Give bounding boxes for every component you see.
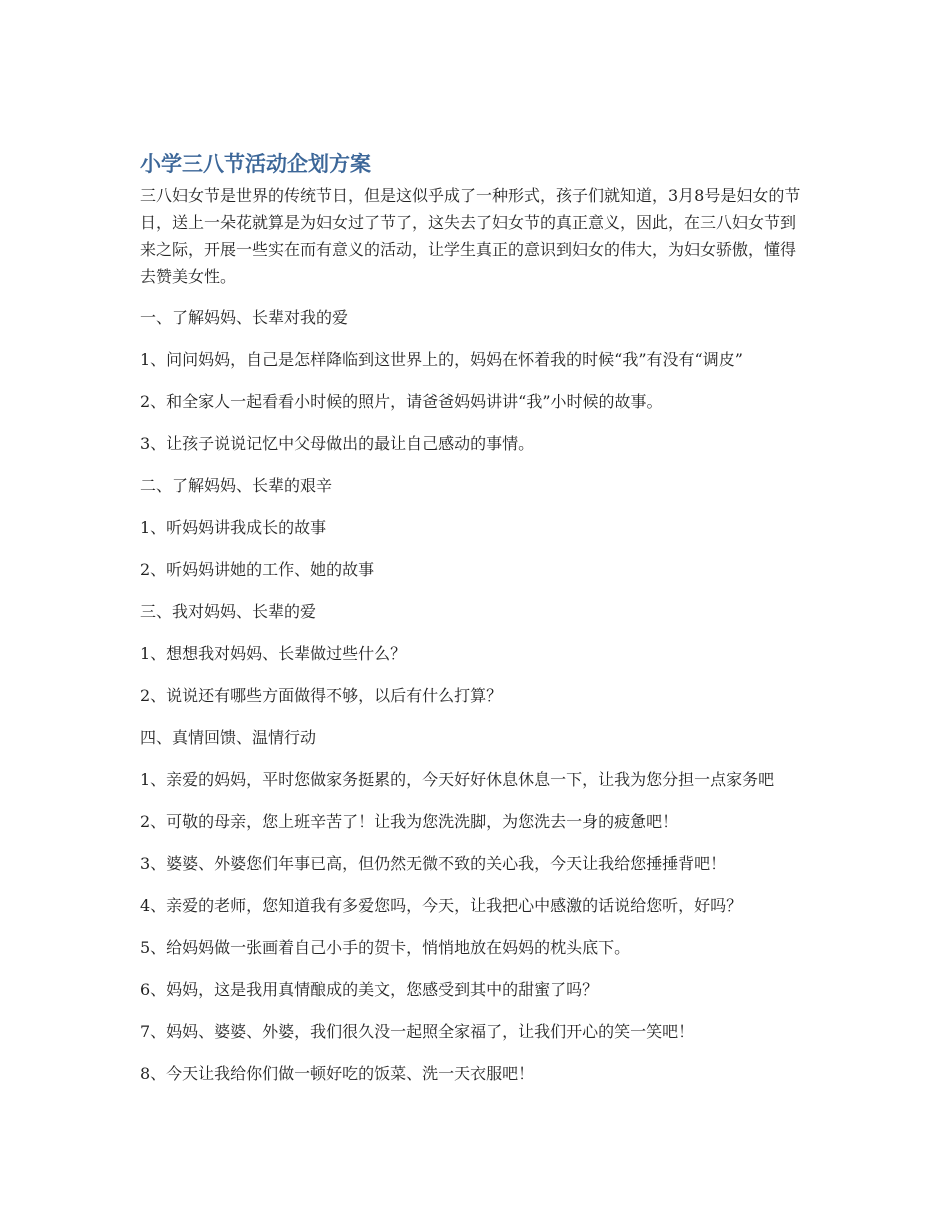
list-item: 1、亲爱的妈妈，平时您做家务挺累的，今天好好休息休息一下，让我为您分担一点家务吧 bbox=[140, 770, 775, 789]
list-item: 2、说说还有哪些方面做得不够，以后有什么打算？ bbox=[140, 686, 503, 705]
list-item: 5、给妈妈做一张画着自己小手的贺卡，悄悄地放在妈妈的枕头底下。 bbox=[140, 938, 631, 957]
list-item: 6、妈妈，这是我用真情酿成的美文，您感受到其中的甜蜜了吗？ bbox=[140, 980, 599, 999]
list-item: 2、听妈妈讲她的工作、她的故事 bbox=[140, 560, 375, 579]
list-item: 4、亲爱的老师，您知道我有多爱您吗，今天，让我把心中感激的话说给您听，好吗？ bbox=[140, 896, 743, 915]
list-item: 2、和全家人一起看看小时候的照片，请爸爸妈妈讲讲“我”小时候的故事。 bbox=[140, 392, 663, 411]
section-heading-1: 一、了解妈妈、长辈对我的爱 bbox=[140, 308, 349, 327]
section-heading-4: 四、真情回馈、温情行动 bbox=[140, 728, 317, 747]
section-heading-2: 二、了解妈妈、长辈的艰辛 bbox=[140, 476, 333, 495]
intro-paragraph: 三八妇女节是世界的传统节日，但是这似乎成了一种形式，孩子们就知道，3月8号是妇女的节日，送上一朵花就算是为妇女过了节了，这失去了妇女节的真正意义，因此，在三八妇女节到来之际，开展一些实在而有意义的活动，让学生真正的意识到妇女的伟大，为妇女骄傲，懂得去赞美女性。 bbox=[140, 186, 801, 286]
list-item: 3、婆婆、外婆您们年事已高，但仍然无微不致的关心我，今天让我给您捶捶背吧！ bbox=[140, 854, 727, 873]
list-item: 2、可敬的母亲，您上班辛苦了！让我为您洗洗脚，为您洗去一身的疲惫吧！ bbox=[140, 812, 679, 831]
document-title: 小学三八节活动企划方案 bbox=[140, 152, 371, 176]
list-item: 1、问问妈妈，自己是怎样降临到这世界上的，妈妈在怀着我的时候“我”有没有“调皮” bbox=[140, 350, 743, 369]
document-page bbox=[140, 150, 810, 1102]
list-item: 1、听妈妈讲我成长的故事 bbox=[140, 518, 327, 537]
section-heading-3: 三、我对妈妈、长辈的爱 bbox=[140, 602, 317, 621]
list-item: 8、今天让我给你们做一顿好吃的饭菜、洗一天衣服吧！ bbox=[140, 1064, 535, 1083]
list-item: 7、妈妈、婆婆、外婆，我们很久没一起照全家福了，让我们开心的笑一笑吧！ bbox=[140, 1022, 695, 1041]
list-item: 3、让孩子说说记忆中父母做出的最让自己感动的事情。 bbox=[140, 434, 535, 453]
list-item: 1、想想我对妈妈、长辈做过些什么？ bbox=[140, 644, 407, 663]
